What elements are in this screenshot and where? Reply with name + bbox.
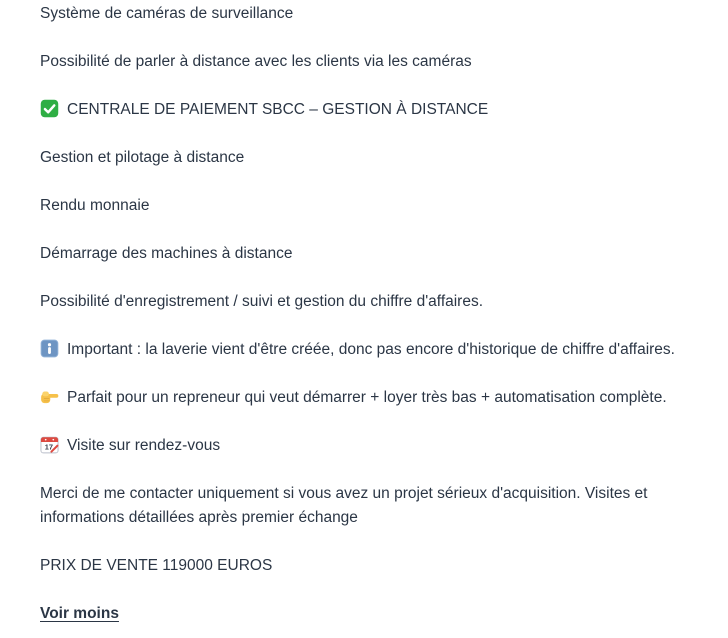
description-text: Démarrage des machines à distance xyxy=(40,245,293,262)
description-line xyxy=(40,50,702,74)
check-mark-icon xyxy=(40,99,59,118)
info-icon xyxy=(40,339,59,358)
description-text: Visite sur rendez-vous xyxy=(67,437,221,454)
important-note-line xyxy=(40,338,702,362)
description-text: Parfait pour un repreneur qui veut démarrer + loyer très bas + automatisation complète. xyxy=(67,389,667,406)
description-line xyxy=(40,242,702,266)
description-heading-line xyxy=(40,98,702,122)
description-line xyxy=(40,146,702,170)
description-text: Possibilité d'enregistrement / suivi et gestion du chiffre d'affaires. xyxy=(40,293,484,310)
calendar-day-number: 17 xyxy=(44,442,53,452)
description-text: Système de caméras de surveillance xyxy=(40,5,294,22)
description-text: Possibilité de parler à distance avec les clients via les caméras xyxy=(40,53,472,70)
see-less-link[interactable]: Voir moins xyxy=(40,605,119,622)
visit-line xyxy=(40,434,702,458)
description-text: Rendu monnaie xyxy=(40,197,150,214)
description-line xyxy=(40,194,702,218)
description-line xyxy=(40,290,702,314)
price-line: PRIX DE VENTE 119000 EUROS xyxy=(40,557,273,574)
contact-note: Merci de me contacter uniquement si vous avez un projet sérieux d'acquisition. Visites et informations détaillées après premier échange xyxy=(40,485,648,526)
pitch-line xyxy=(40,386,702,410)
calendar-icon xyxy=(40,435,59,454)
description-text: Gestion et pilotage à distance xyxy=(40,149,245,166)
pointing-right-icon xyxy=(40,387,59,406)
description-text: CENTRALE DE PAIEMENT SBCC – GESTION À DISTANCE xyxy=(67,101,489,118)
description-text: Important : la laverie vient d'être créée, donc pas encore d'historique de chiffre d'affaires. xyxy=(67,341,675,358)
description-line xyxy=(40,2,702,26)
